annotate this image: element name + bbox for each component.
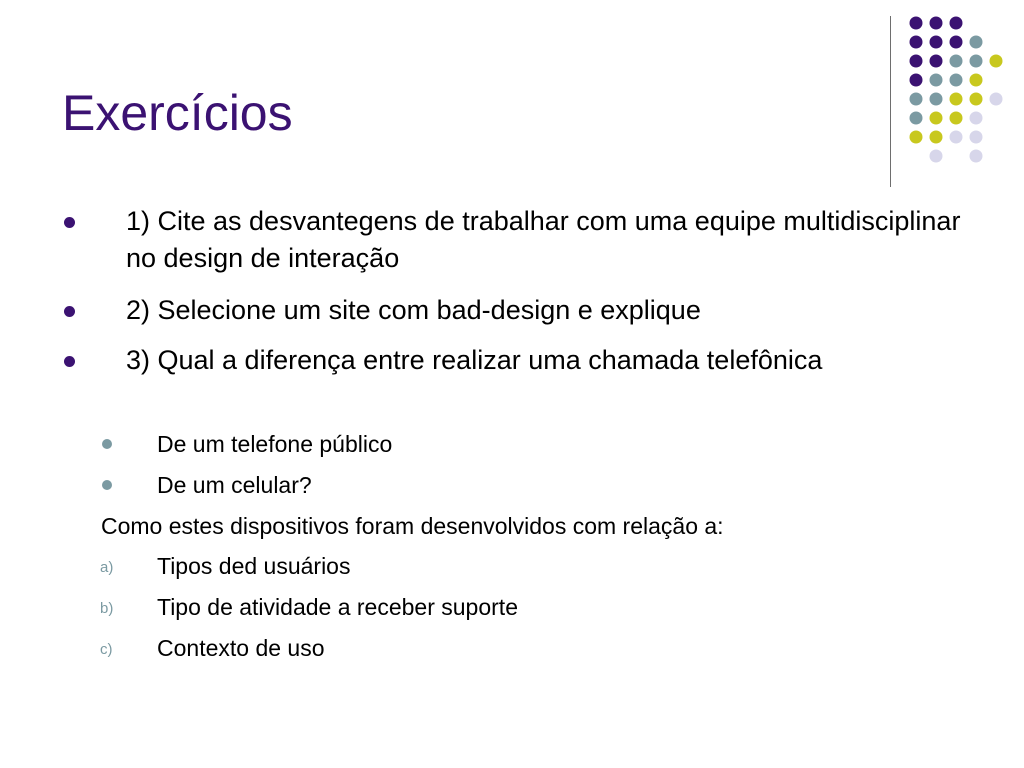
sub-bullet-dot-icon bbox=[102, 439, 112, 449]
bullet-item-text: 2) Selecione um site com bad-design e explique bbox=[126, 295, 701, 325]
sub-bullet-item-text: De um celular? bbox=[157, 472, 312, 498]
bullet-item-1 bbox=[126, 203, 966, 277]
lettered-item-a bbox=[100, 551, 351, 581]
sub-bullet-item-1 bbox=[157, 429, 392, 459]
bullet-item-text: 1) Cite as desvantegens de trabalhar com uma equipe multidisciplinar no design de interação bbox=[126, 206, 961, 273]
bullet-dot-icon bbox=[64, 217, 75, 228]
sub-bullet-item-2 bbox=[157, 470, 312, 500]
bullet-item-2 bbox=[126, 292, 966, 329]
slide-title: Exercícios bbox=[62, 85, 293, 141]
lettered-item-text: Tipos ded usuários bbox=[157, 553, 351, 579]
lettered-item-b bbox=[100, 592, 518, 622]
sub-bullet-item-text: De um telefone público bbox=[157, 431, 393, 457]
bullet-item-text: 3) Qual a diferença entre realizar uma chamada telefônica bbox=[126, 345, 823, 375]
lettered-item-text: Contexto de uso bbox=[157, 635, 325, 661]
bullet-item-3 bbox=[126, 342, 886, 379]
lettered-item-text: Tipo de atividade a receber suporte bbox=[157, 594, 518, 620]
bullet-dot-icon bbox=[64, 356, 75, 367]
list-letter-marker: b) bbox=[100, 600, 114, 617]
lettered-item-c bbox=[100, 633, 325, 663]
body-paragraph: Como estes dispositivos foram desenvolvidos com relação a: bbox=[101, 513, 724, 539]
list-letter-marker: a) bbox=[100, 559, 114, 576]
list-letter-marker: c) bbox=[100, 641, 113, 658]
bullet-dot-icon bbox=[64, 306, 75, 317]
sub-bullet-dot-icon bbox=[102, 480, 112, 490]
